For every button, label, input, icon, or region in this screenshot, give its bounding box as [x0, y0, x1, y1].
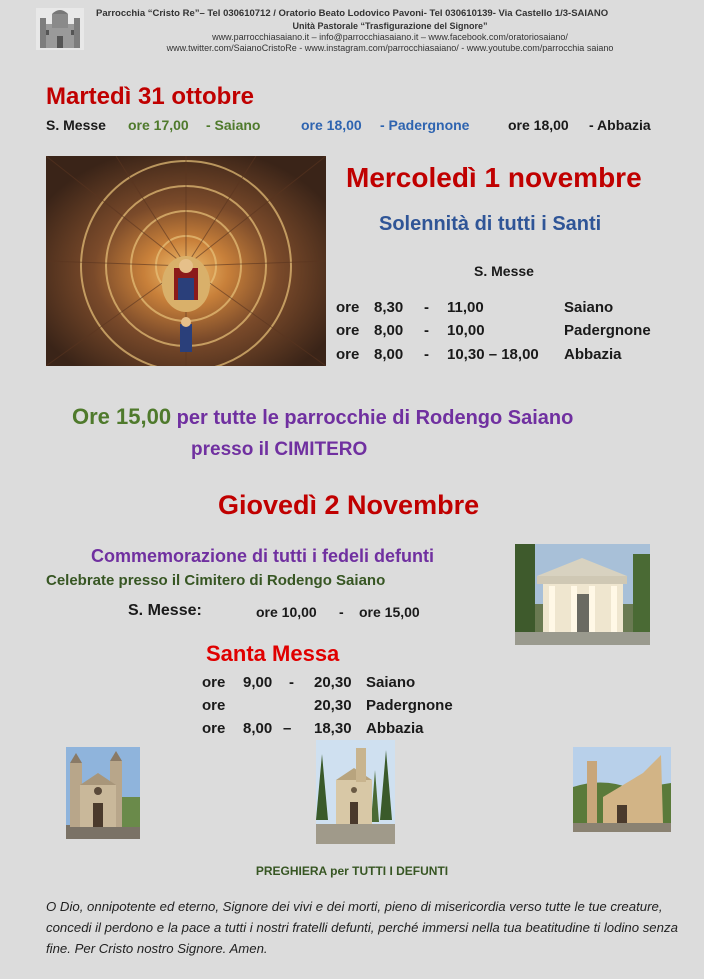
church-padergnone-photo — [316, 740, 395, 844]
day2-row3-place: Abbazia — [564, 346, 622, 363]
santa-messa-title: Santa Messa — [206, 641, 340, 666]
day3-messe-label: S. Messe: — [128, 602, 202, 619]
day2-row2-place: Padergnone — [564, 322, 651, 339]
day2-row2-t2: 10,00 — [447, 322, 485, 339]
sm-row2-place: Padergnone — [366, 697, 453, 714]
cemetery-text: per tutte le parrocchie di Rodengo Saiano — [171, 407, 574, 429]
sm-row1-ore: ore — [202, 674, 226, 691]
day1-schedule — [46, 117, 686, 135]
day3-messe-dash: - — [339, 604, 344, 620]
prayer-title: PREGHIERA per TUTTI I DEFUNTI — [255, 864, 449, 878]
day2-row1-t1: 8,30 — [374, 299, 404, 316]
sm-row2-t2: 20,30 — [314, 697, 352, 714]
day2-row3-t2: 10,30 – 18,00 — [447, 346, 539, 363]
cemetery-location: presso il CIMITERO — [191, 439, 368, 460]
day2-row1-t2: 11,00 — [447, 299, 484, 316]
day1-title: Martedì 31 ottobre — [46, 83, 255, 110]
sm-row3-place: Abbazia — [366, 720, 424, 737]
cemetery-photo — [515, 544, 650, 645]
sm-row1-dash: - — [289, 674, 294, 691]
cemetery-line — [72, 404, 573, 430]
day2-row3-ore: ore — [336, 346, 360, 363]
day2-row1-ore: ore — [336, 299, 360, 316]
day1-slot1-time: ore 17,00 — [128, 117, 189, 133]
day2-row2-ore: ore — [336, 322, 360, 339]
day3-messe-t2: ore 15,00 — [359, 604, 420, 620]
day2-row3-t1: 8,00 — [374, 346, 404, 363]
day1-slot2-place: - Padergnone — [380, 117, 470, 133]
church-logo — [36, 8, 84, 50]
sm-row1-t2: 20,30 — [314, 674, 352, 691]
day3-title: Giovedì 2 Novembre — [218, 490, 480, 520]
header-line-2: Unità Pastorale “Trasfigurazione del Signore” — [292, 21, 488, 31]
day2-row2-t1: 8,00 — [374, 322, 404, 339]
day2-row2-dash: - — [424, 322, 429, 339]
header-links-1[interactable]: www.parrocchiasaiano.it – info@parrocchiasaiano.it – www.facebook.com/oratoriosaiano/ — [212, 32, 568, 42]
day3-messe-t1: ore 10,00 — [256, 604, 317, 620]
day1-slot2-time: ore 18,00 — [301, 117, 362, 133]
abbazia-church-photo — [573, 747, 671, 832]
day2-title: Mercoledì 1 novembre — [346, 162, 642, 193]
prayer-text: O Dio, onnipotente ed eterno, Signore dei vivi e dei morti, pieno di misericordia verso tutte le tue creature, concedi il perdono e la pace a tutti i nostri fratelli defunti, perché immersi nella tua beatitudine ti lodino senza fine. Per Cristo nostro Signore. Amen. — [46, 899, 678, 956]
day3-subtitle: Commemorazione di tutti i fedeli defunti — [91, 546, 435, 566]
sm-row1-place: Saiano — [366, 674, 416, 691]
day1-slot3-place: - Abbazia — [589, 117, 651, 133]
header-line-1: Parrocchia “Cristo Re”– Tel 030610712 / Oratorio Beato Lodovico Pavoni- Tel 030610139- Via Castello 1/3-SAIANO — [96, 8, 609, 19]
sm-row2-ore: ore — [202, 697, 226, 714]
sm-row3-t2: 18,30 — [314, 720, 352, 737]
sm-row3-ore: ore — [202, 720, 226, 737]
church-saiano-photo — [66, 747, 140, 839]
day3-note: Celebrate presso il Cimitero di Rodengo Saiano — [46, 572, 386, 589]
day2-row3-dash: - — [424, 346, 429, 363]
baptistery-dome-image — [46, 156, 326, 366]
header-links-2[interactable]: www.twitter.com/SaianoCristoRe - www.instagram.com/parrocchiasaiano/ - www.youtube.com/parrocchia saiano — [166, 43, 614, 53]
day2-row1-dash: - — [424, 299, 429, 316]
sm-row1-t1: 9,00 — [243, 674, 273, 691]
sm-row3-t1: 8,00 — [243, 720, 273, 737]
day2-messe-label: S. Messe — [474, 263, 534, 279]
day1-slot3-time: ore 18,00 — [508, 117, 569, 133]
sm-row3-dash: – — [283, 720, 292, 737]
day2-subtitle: Solennità di tutti i Santi — [379, 213, 602, 235]
day1-messe-label: S. Messe — [46, 117, 106, 133]
cemetery-time: Ore 15,00 — [72, 404, 172, 429]
day2-row1-place: Saiano — [564, 299, 614, 316]
day1-slot1-place: - Saiano — [206, 117, 261, 133]
